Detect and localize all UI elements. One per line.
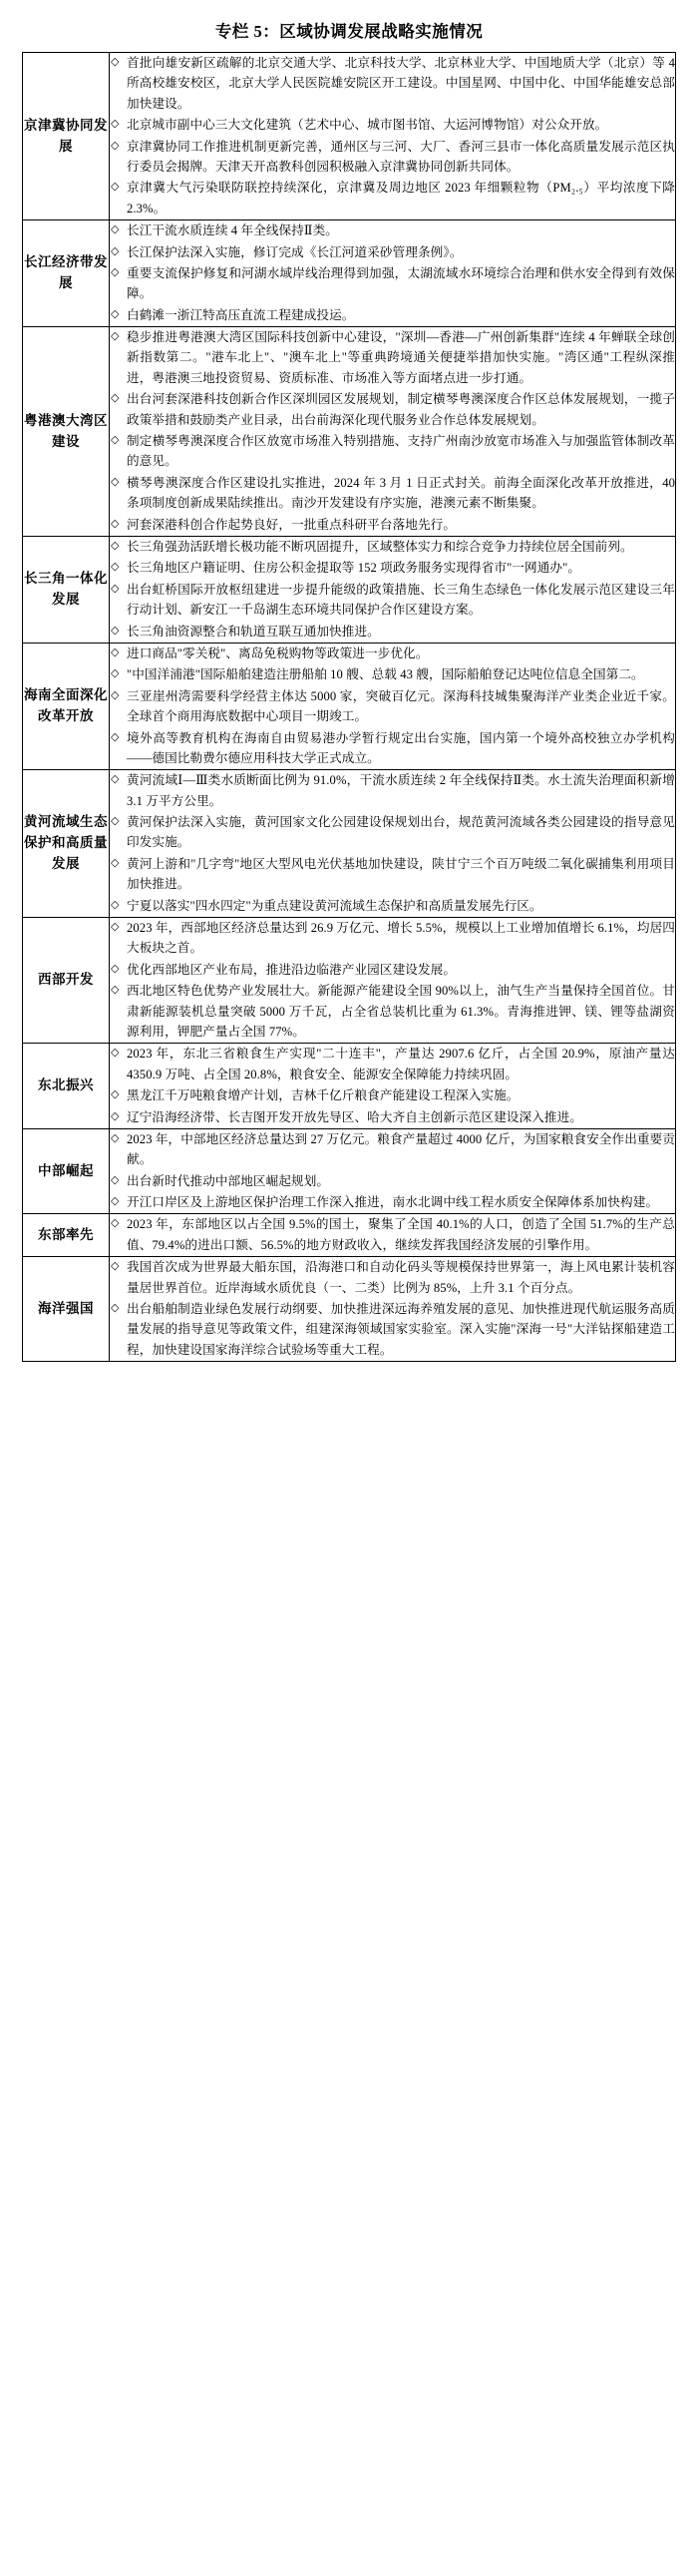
list-item-text: 开江口岸区及上游地区保护治理工作深入推进，南水北调中线工程水质安全保障体系加快构建。 [127,1195,659,1210]
list-item-text: 白鹤滩一浙江特高压直流工程建成投运。 [127,307,355,322]
list-item-text: 北京城市副中心三大文化建筑（艺术中心、城市图书馆、大运河博物馆）对公众开放。 [127,118,608,133]
diamond-bullet-icon: ◇ [111,645,120,658]
list-item [110,263,675,304]
diamond-bullet-icon: ◇ [111,667,120,680]
list-item [110,178,675,218]
diamond-bullet-icon: ◇ [111,118,120,131]
table-row [23,643,676,769]
item-list [110,1257,675,1360]
table-row [23,1214,676,1257]
list-item-text: 横琴粤澳深度合作区建设扎实推进，2024 年 3 月 1 日正式封关。前海全面深化改革开放推进，40 条项制度创新成果陆续推出。南沙开发建设有序实施，港澳元素不断集聚。 [127,475,675,511]
diamond-bullet-icon: ◇ [111,307,120,320]
list-item [110,1257,675,1298]
list-item-text: 2023 年，中部地区经济总量达到 27 万亿元。粮食产量超过 4000 亿斤，为国家粮食安全作出重要贡献。 [127,1131,675,1167]
list-item [110,664,675,684]
list-item [110,1044,675,1084]
table-row [23,327,676,537]
item-list [110,220,675,325]
list-item [110,1085,675,1105]
category-cell: 中部崛起 [23,1128,110,1214]
diamond-bullet-icon: ◇ [111,475,120,488]
diamond-bullet-icon: ◇ [111,1217,120,1230]
list-item [110,537,675,557]
item-list [110,644,675,768]
list-item [110,327,675,388]
table-body [23,53,676,1362]
content-cell [110,220,676,327]
diamond-bullet-icon: ◇ [111,582,120,595]
list-item-text: 2023 年，西部地区经济总量达到 26.9 万亿元、增长 5.5%，规模以上工业增加值增长 6.1%，均居四大板块之首。 [127,921,675,956]
list-item-text: 境外高等教育机构在海南自由贸易港办学暂行规定出台实施，国内第一个境外高校独立办学机构——德国比勒费尔德应用科技大学正式成立。 [127,730,675,765]
table-row [23,918,676,1044]
content-cell [110,1214,676,1257]
category-cell: 粤港澳大湾区建设 [23,327,110,537]
list-item [110,389,675,430]
list-item [110,728,675,769]
category-cell: 西部开发 [23,918,110,1044]
list-item [110,220,675,240]
content-cell [110,536,676,643]
diamond-bullet-icon: ◇ [111,1173,120,1186]
diamond-bullet-icon: ◇ [111,539,120,552]
diamond-bullet-icon: ◇ [111,1131,120,1144]
list-item-text: 长江干流水质连续 4 年全线保持Ⅱ类。 [127,223,338,238]
list-item-text: 辽宁沿海经济带、长吉图开发开放先导区、哈大齐自主创新示范区建设深入推进。 [127,1109,582,1124]
list-item-text: 出台虹桥国际开放枢纽建进一步提升能级的政策措施、长三角生态绿色一体化发展示范区建设三年行动计划、新安江一千岛湖生态环境共同保护合作区建设方案。 [127,582,675,618]
diamond-bullet-icon: ◇ [111,1047,120,1060]
category-cell: 黄河流域生态保护和高质量发展 [23,770,110,918]
list-item-text: 稳步推进粤港澳大湾区国际科技创新中心建设，"深圳—香港—广州创新集群"连续 4 年蝉联全球创新指数第二。"港车北上"、"澳车北上"等重典跨境通关便捷举措加快实施。"湾区通"工程纵深推进，粤港澳三地投资贸易、资质标准、市场准入等方面堵点进一步打通。 [127,330,675,385]
list-item-text: 黄河上游和"几字弯"地区大型风电光伏基地加快建设，陕甘宁三个百万吨级二氧化碳捕集利用项目加快推进。 [127,856,675,892]
list-item [110,1299,675,1360]
content-cell [110,1257,676,1362]
diamond-bullet-icon: ◇ [111,56,120,68]
diamond-bullet-icon: ◇ [111,1088,120,1101]
list-item [110,644,675,663]
content-cell [110,1128,676,1214]
diamond-bullet-icon: ◇ [111,730,120,743]
category-cell: 长三角一体化发展 [23,536,110,643]
list-item-text: 黄河流域Ⅰ—Ⅲ类水质断面比例为 91.0%，干流水质连续 2 年全线保持Ⅱ类。水土流失治理面积新增 3.1 万平方公里。 [127,773,675,808]
list-item-text: 宁夏以落实"四水四定"为重点建设黄河流域生态保护和高质量发展先行区。 [127,898,542,913]
list-item [110,1192,675,1212]
diamond-bullet-icon: ◇ [111,898,120,911]
category-cell: 长江经济带发展 [23,220,110,327]
list-item-text: 优化西部地区产业布局，推进沿边临港产业园区建设发展。 [127,962,457,977]
list-item [110,854,675,895]
diamond-bullet-icon: ◇ [111,434,120,447]
list-item [110,960,675,980]
item-list [110,1214,675,1255]
list-item-text: 黑龙江千万吨粮食增产计划，吉林千亿斤粮食产能建设工程深入实施。 [127,1088,520,1103]
category-cell: 海洋强国 [23,1257,110,1362]
list-item [110,686,675,727]
category-cell: 京津冀协同发展 [23,53,110,220]
list-item [110,812,675,853]
list-item [110,515,675,535]
category-cell: 东部率先 [23,1214,110,1257]
list-item-text: 长三角油资源整合和轨道互联互通加快推进。 [127,624,380,639]
category-cell: 东北振兴 [23,1044,110,1129]
list-item [110,918,675,959]
diamond-bullet-icon: ◇ [111,244,120,257]
diamond-bullet-icon: ◇ [111,856,120,869]
page-title: 专栏 5：区域协调发展战略实施情况 [214,22,484,41]
list-item [110,1129,675,1170]
list-item-text: 重要支流保护修复和河湖水域岸线治理得到加强，太湖流域水环境综合治理和供水安全得到有效保障。 [127,265,675,301]
list-item-text: 2023 年，东北三省粮食生产实现"二十连丰"，产量达 2907.6 亿斤，占全国 20.9%，原油产量达 4350.9 万吨、占全国 20.8%，粮食安全、能源安全保障能力持续巩固。 [127,1047,675,1081]
table-row [23,220,676,327]
list-item [110,770,675,811]
list-item [110,896,675,916]
diamond-bullet-icon: ◇ [111,223,120,236]
list-item [110,580,675,621]
list-item-text: 长三角地区户籍证明、住房公积金提取等 152 项政务服务实现得省市"一网通办"。 [127,561,581,576]
item-list [110,327,675,535]
list-item-text: 西北地区特色优势产业发展壮大。新能源产能建设全国 90%以上，油气生产当量保持全国首位。甘肃新能源装机总量突破 5000 万千瓦，占全省总装机比重为 61.3%。青海推进钾、镁、锂等盐湖资源利用，钾肥产量占全国 77%。 [127,984,675,1039]
list-item [110,1107,675,1127]
diamond-bullet-icon: ◇ [111,265,120,278]
content-cell [110,770,676,918]
list-item [110,622,675,642]
diamond-bullet-icon: ◇ [111,962,120,975]
item-list [110,1129,675,1213]
content-cell [110,327,676,537]
list-item-text: "中国洋浦港"国际船舶建造注册船舶 10 艘、总载 43 艘，国际船舶登记达吨位信息全国第二。 [127,667,644,682]
list-item [110,137,675,178]
diamond-bullet-icon: ◇ [111,392,120,405]
diamond-bullet-icon: ◇ [111,561,120,574]
item-list [110,770,675,916]
content-cell [110,1044,676,1129]
diamond-bullet-icon: ◇ [111,330,120,343]
content-cell [110,918,676,1044]
list-item-text: 出台船舶制造业绿色发展行动纲要、加快推进深远海养殖发展的意见、加快推进现代航运服务高质量发展的指导意见等政策文件，组建深海领域国家实验室。深入实施"深海一号"大洋钻探船建造工程，加快建设国家海洋综合试验场等重大工程。 [127,1302,675,1357]
table-row [23,536,676,643]
diamond-bullet-icon: ◇ [111,181,120,194]
diamond-bullet-icon: ◇ [111,1195,120,1208]
list-item-text: 制定横琴粤澳深度合作区放宽市场准入特别措施、支持广州南沙放宽市场准入与加强监管体制改革的意见。 [127,434,675,469]
list-item-text: 京津冀大气污染联防联控持续深化，京津冀及周边地区 2023 年细颗粒物（PM₂.₅）平均浓度下降 2.3%。 [127,181,675,215]
list-item-text: 出台新时代推动中部地区崛起规划。 [127,1173,330,1188]
diamond-bullet-icon: ◇ [111,1302,120,1315]
list-item [110,242,675,262]
list-item-text: 首批向雄安新区疏解的北京交通大学、北京科技大学、北京林业大学、中国地质大学（北京）等 4 所高校雄安校区，北京大学人民医院雄安院区开工建设。中国星网、中国中化、中国华能雄安总部加快建设。 [127,56,675,111]
list-item [110,1171,675,1191]
diamond-bullet-icon: ◇ [111,984,120,997]
list-item [110,981,675,1042]
list-item-text: 长三角强劲活跃增长极功能不断巩固提升，区域整体实力和综合竞争力持续位居全国前列。 [127,539,633,554]
table-row [23,1257,676,1362]
list-item [110,431,675,472]
list-item-text: 我国首次成为世界最大船东国，沿海港口和自动化码头等规模保持世界第一，海上风电累计装机容量居世界首位。近岸海域水质优良（一、二类）比例为 85%，上升 3.1 个百分点。 [127,1260,675,1295]
category-cell: 海南全面深化改革开放 [23,643,110,769]
list-item-text: 出台河套深港科技创新合作区深圳园区发展规划，制定横琴粤澳深度合作区总体发展规划，一揽子政策举措和鼓励类产业目录，出台前海深化现代服务业合作总体发展规划。 [127,392,675,427]
list-item [110,473,675,514]
diamond-bullet-icon: ◇ [111,921,120,934]
item-list [110,537,675,642]
item-list [110,918,675,1042]
list-item [110,1214,675,1255]
diamond-bullet-icon: ◇ [111,773,120,786]
item-list [110,1044,675,1127]
diamond-bullet-icon: ◇ [111,624,120,637]
diamond-bullet-icon: ◇ [111,815,120,828]
table-row [23,1128,676,1214]
table-row [23,53,676,220]
content-cell [110,643,676,769]
region-strategy-table [22,52,676,1362]
item-list [110,53,675,218]
list-item [110,115,675,135]
list-item [110,558,675,578]
content-cell [110,53,676,220]
list-item-text: 进口商品"零关税"、离岛免税购物等政策进一步优化。 [127,645,429,660]
list-item [110,305,675,325]
list-item-text: 京津冀协同工作推进机制更新完善，通州区与三河、大厂、香河三县市一体化高质量发展示范区执行委员会揭牌。天津天开高教科创园积极融入京津冀协同创新共同体。 [127,139,675,174]
table-row [23,1044,676,1129]
list-item-text: 黄河保护法深入实施，黄河国家文化公园建设保规划出台，规范黄河流域各类公园建设的指导意见印发实施。 [127,815,675,850]
list-item-text: 长江保护法深入实施，修订完成《长江河道采砂管理条例》。 [127,244,463,259]
table-row [23,770,676,918]
list-item-text: 三亚崖州湾需要科学经营主体达 5000 家，突破百亿元。深海科技城集聚海洋产业类企业近千家。全球首个商用海底数据中心项目一期竣工。 [127,688,675,724]
list-item-text: 2023 年，东部地区以占全国 9.5%的国土，聚集了全国 40.1%的人口，创造了全国 51.7%的生产总值、79.4%的进出口额、56.5%的地方财政收入，继续发挥我国经济发展的引擎作用。 [127,1217,675,1252]
diamond-bullet-icon: ◇ [111,1109,120,1122]
list-item [110,53,675,114]
list-item-text: 河套深港科创合作起势良好，一批重点科研平台落地先行。 [127,517,457,532]
diamond-bullet-icon: ◇ [111,688,120,701]
diamond-bullet-icon: ◇ [111,517,120,530]
diamond-bullet-icon: ◇ [111,1260,120,1273]
diamond-bullet-icon: ◇ [111,139,120,152]
